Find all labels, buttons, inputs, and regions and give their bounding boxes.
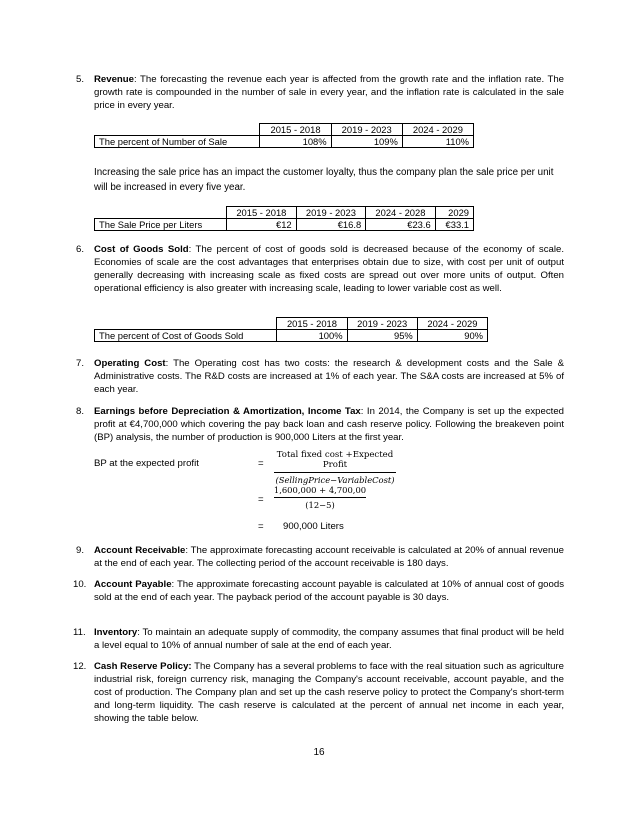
formula-numerator: 1,600,000 + 4,700,00 — [273, 485, 367, 495]
table-cell: €33.1 — [435, 219, 473, 231]
list-item-operating-cost — [76, 357, 564, 396]
item-text: : The percent of cost of goods sold is decreased because of the economy of scale. Economies of scale are the cost advantages that enterprises obtain due to size, with cost per unit of output generally decreasing with increasing scale as fixed costs are spread out over more units of output. Often operational efficiency is also greater with increasing scale, leading to lower variable cost as well. — [94, 244, 564, 294]
table-header: 2024 - 2028 — [366, 207, 436, 219]
item-title: Operating Cost — [94, 358, 166, 369]
list-item-account-payable — [73, 578, 564, 604]
table-corner — [95, 207, 227, 219]
item-text: : The Operating cost has two costs: the research & development costs and the Sale & Administrative costs. The R&D costs are increased at 1% of each year. The S&A costs are increased at 5% of each year. — [94, 358, 564, 395]
table-cell: €23.6 — [366, 219, 436, 231]
bp-result: 900,000 Liters — [283, 521, 344, 532]
formula-denominator: (12−5) — [305, 500, 335, 510]
formula-numerator: Total fixed cost +Expected Profit — [276, 450, 394, 470]
item-number: 10. — [73, 579, 87, 590]
formula-denominator: (SellingPrice−VariableCost) — [275, 475, 395, 485]
list-item-account-receivable — [76, 544, 564, 570]
item-title: Cash Reserve Policy: — [94, 661, 192, 672]
list-item-ebitda — [76, 405, 564, 444]
table-corner — [95, 318, 277, 330]
item-text: The Company has a several problems to face with the real situation such as agriculture industrial risk, foreign currency risk, managing the Company's account receivable, account payable, and the cost of production. The Company plan and set up the cash reserve policy to protect the Company's short-term and long-term liquidity. The cash reserve is calculated at the percent of annual net income in each year, showing the table below. — [94, 661, 564, 724]
table-header: 2015 - 2018 — [277, 318, 347, 330]
table-row-label: The Sale Price per Liters — [95, 219, 227, 231]
item-number: 9. — [76, 545, 85, 556]
table-header: 2024 - 2029 — [417, 318, 487, 330]
item-title: Revenue — [94, 74, 134, 85]
bp-label: BP at the expected profit — [94, 458, 199, 469]
fraction-line — [274, 472, 396, 473]
table-header: 2019 - 2023 — [296, 207, 366, 219]
item-title: Earnings before Depreciation & Amortization, Income Tax — [94, 406, 361, 417]
table-cell: €12 — [227, 219, 297, 231]
table-cell: 109% — [331, 136, 402, 148]
sale-price-table — [94, 206, 474, 231]
list-item-inventory — [73, 626, 564, 652]
table-cell: 100% — [277, 330, 347, 342]
table-cell: 90% — [417, 330, 487, 342]
formula-fraction — [270, 450, 400, 485]
item-text: : The approximate forecasting account receivable is calculated at 20% of annual revenue at the end of each year. The collecting period of the account receivable is 180 days. — [94, 545, 564, 569]
list-item-revenue — [76, 73, 564, 112]
table-header: 2024 - 2029 — [402, 124, 473, 136]
equals-sign: = — [258, 494, 264, 505]
equals-sign: = — [258, 458, 264, 469]
table-header: 2029 — [435, 207, 473, 219]
item-text: : In 2014, the Company is set up the expected profit at €4,700,000 which covering the pay back loan and cash reserve policy. Following the breakeven point (BP) analysis, the number of production is 900,000 Liters at the first year. — [94, 406, 564, 443]
item-number: 8. — [76, 406, 85, 417]
item-title: Account Payable — [94, 579, 172, 590]
table-row-label: The percent of Number of Sale — [95, 136, 260, 148]
sale-price-note: Increasing the sale price has an impact the customer loyalty, thus the company plan the sale price per unit will be increased in every five year. — [94, 167, 554, 193]
item-text: : To maintain an adequate supply of commodity, the company assumes that final product will be held a level equal to 10% of annual number of sale at the end of each year. — [94, 627, 564, 651]
item-number: 12. — [73, 661, 87, 672]
list-item-cash-reserve-policy — [73, 660, 564, 725]
table-cell: 108% — [260, 136, 331, 148]
formula-fraction — [270, 485, 370, 510]
item-title: Account Receivable — [94, 545, 186, 556]
fraction-line — [274, 497, 366, 498]
table-header: 2019 - 2023 — [347, 318, 417, 330]
table-header: 2019 - 2023 — [331, 124, 402, 136]
table-cell: €16.8 — [296, 219, 366, 231]
list-item-cost-of-goods-sold — [76, 243, 564, 295]
number-of-sale-table — [94, 123, 474, 148]
item-title: Cost of Goods Sold — [94, 244, 189, 255]
equals-sign: = — [258, 521, 264, 532]
item-title: Inventory — [94, 627, 138, 638]
page-number: 16 — [313, 747, 325, 758]
table-cell: 110% — [402, 136, 473, 148]
item-text: : The forecasting the revenue each year is affected from the growth rate and the inflation rate. The growth rate is compounded in the number of sale in every year, and the inflation rate is calculated in the sale price in every year. — [94, 74, 564, 111]
item-number: 6. — [76, 244, 85, 255]
table-row-label: The percent of Cost of Goods Sold — [95, 330, 277, 342]
item-number: 5. — [76, 74, 85, 85]
table-header: 2015 - 2018 — [227, 207, 297, 219]
table-header: 2015 - 2018 — [260, 124, 331, 136]
table-cell: 95% — [347, 330, 417, 342]
item-number: 7. — [76, 358, 85, 369]
item-number: 11. — [73, 627, 86, 638]
item-text: : The approximate forecasting account payable is calculated at 10% of annual cost of goods sold at the end of each year. The payback period of the account payable is 30 days. — [94, 579, 564, 603]
cogs-table — [94, 317, 488, 342]
table-corner — [95, 124, 260, 136]
